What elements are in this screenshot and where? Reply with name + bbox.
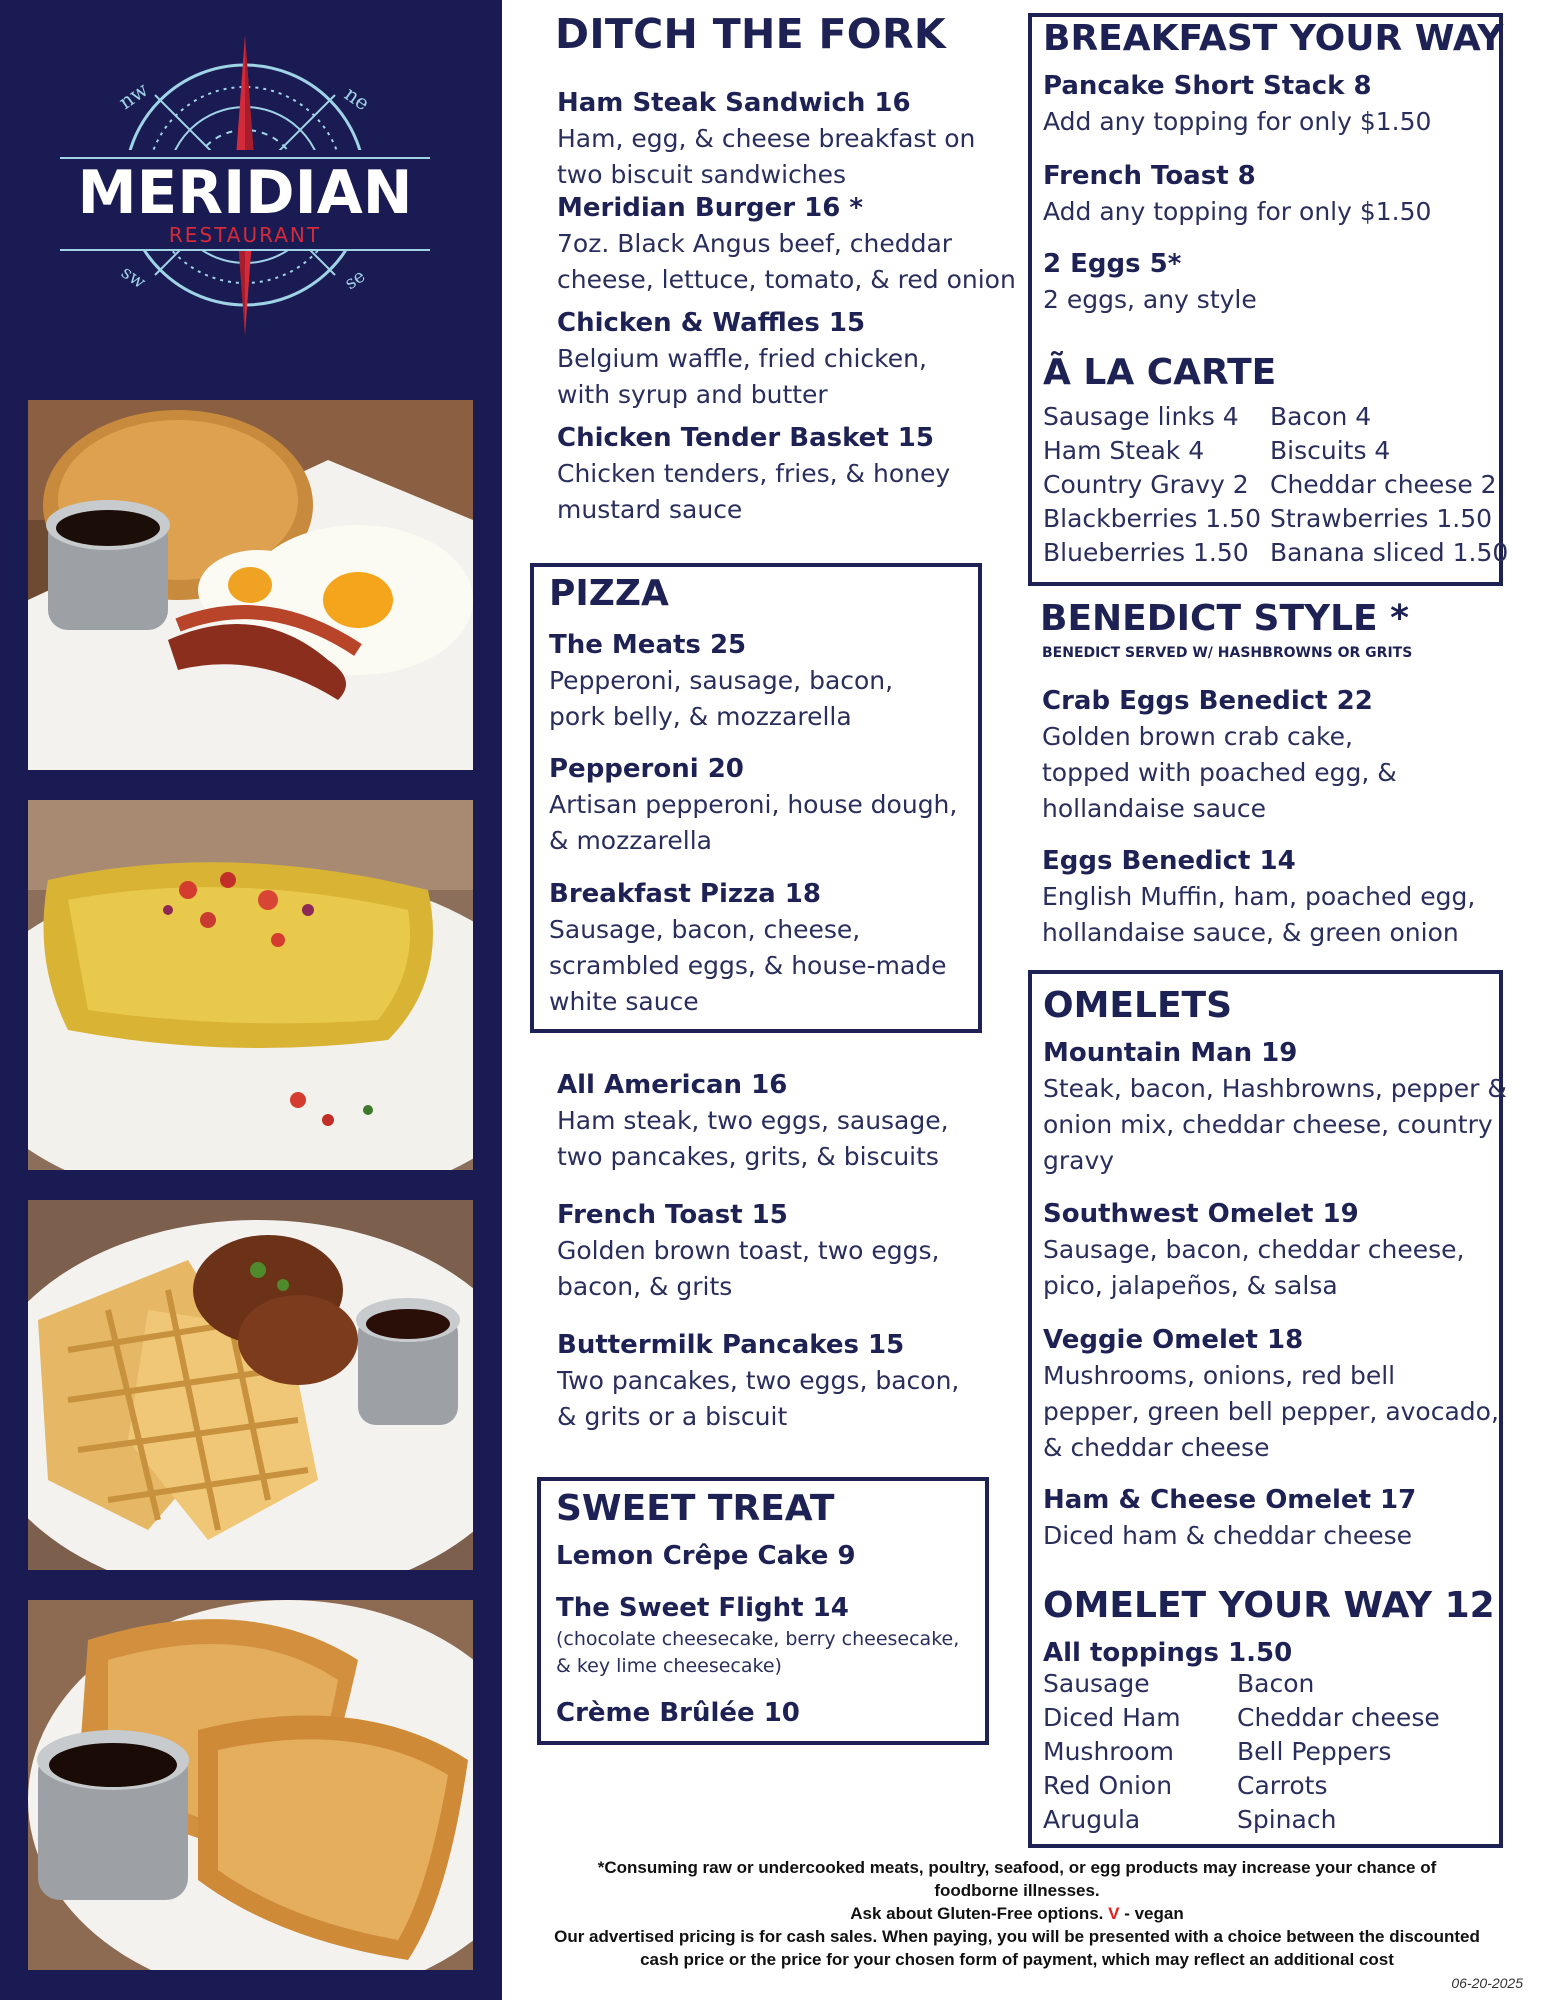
- topping-item: Bell Peppers: [1237, 1737, 1392, 1766]
- vegan-label: - vegan: [1119, 1904, 1184, 1923]
- item-desc: English Muffin, ham, poached egg,: [1042, 882, 1476, 911]
- a-la-carte-left-column: [1043, 400, 1261, 570]
- brand-subtitle: RESTAURANT: [168, 223, 322, 247]
- gluten-vegan-line: [512, 1902, 1522, 1925]
- item-name: Eggs Benedict 14: [1042, 846, 1296, 876]
- menu-item-meridian-burger: [557, 190, 1016, 298]
- pricing-notice-line1: Our advertised pricing is for cash sales. When paying, you will be presented with a choice between the discounted: [554, 1927, 1480, 1946]
- a-la-carte-item: Bacon 4: [1270, 402, 1372, 431]
- french-toast-syrup-photo: [28, 1600, 473, 1970]
- item-name: Ham Steak Sandwich 16: [557, 88, 911, 118]
- toppings-label: [1043, 1635, 1292, 1671]
- item-desc: Mushrooms, onions, red bell: [1043, 1361, 1396, 1390]
- item-name: Meridian Burger 16 *: [557, 193, 863, 223]
- item-name: All toppings 1.50: [1043, 1638, 1293, 1668]
- item-desc: pepper, green bell pepper, avocado,: [1043, 1397, 1499, 1426]
- menu-item-lemon-crepe-cake: [556, 1538, 856, 1574]
- item-desc: white sauce: [549, 987, 699, 1016]
- compass-nw: nw: [114, 77, 153, 115]
- item-desc: Two pancakes, two eggs, bacon,: [557, 1366, 960, 1395]
- french-toast-eggs-bacon-photo: [28, 400, 473, 770]
- item-desc: 2 eggs, any style: [1043, 285, 1257, 314]
- ditch-the-fork-title: DITCH THE FORK: [555, 10, 946, 58]
- item-desc: cheese, lettuce, tomato, & red onion: [557, 265, 1016, 294]
- item-desc: Golden brown crab cake,: [1042, 722, 1353, 751]
- menu-item-crab-eggs-benedict: [1042, 683, 1397, 827]
- item-name: Chicken Tender Basket 15: [557, 423, 934, 453]
- topping-item: Sausage: [1043, 1669, 1150, 1698]
- menu-item-chicken-and-waffles: [557, 305, 927, 413]
- menu-item-pancake-short-stack: [1043, 68, 1431, 140]
- menu-item-french-toast-side: [1043, 158, 1431, 230]
- item-name: Ham & Cheese Omelet 17: [1043, 1485, 1417, 1515]
- omelets-title: OMELETS: [1043, 985, 1233, 1026]
- item-desc: & grits or a biscuit: [557, 1402, 788, 1431]
- item-name: Pepperoni 20: [549, 754, 744, 784]
- brand-name: MERIDIAN: [77, 158, 413, 228]
- item-name: All American 16: [557, 1070, 788, 1100]
- item-desc: Sausage, bacon, cheese,: [549, 915, 861, 944]
- menu-item-breakfast-pizza: [549, 876, 947, 1020]
- menu-item-creme-brulee: [556, 1695, 800, 1731]
- item-desc: Ham steak, two eggs, sausage,: [557, 1106, 949, 1135]
- omelet-your-way-title: OMELET YOUR WAY 12: [1043, 1585, 1495, 1626]
- item-desc: bacon, & grits: [557, 1272, 733, 1301]
- item-name: The Sweet Flight 14: [556, 1593, 849, 1623]
- a-la-carte-item: Country Gravy 2: [1043, 470, 1249, 499]
- menu-item-all-american: [557, 1067, 949, 1175]
- item-desc: & mozzarella: [549, 826, 712, 855]
- item-desc: Golden brown toast, two eggs,: [557, 1236, 940, 1265]
- raw-food-warning-line1: *Consuming raw or undercooked meats, poultry, seafood, or egg products may increase your chance of: [597, 1858, 1437, 1877]
- menu-item-2-eggs: [1043, 246, 1257, 318]
- item-desc: onion mix, cheddar cheese, country: [1043, 1110, 1493, 1139]
- a-la-carte-title: Ã LA CARTE: [1043, 352, 1277, 393]
- a-la-carte-item: Ham Steak 4: [1043, 436, 1205, 465]
- menu-item-french-toast-plate: [557, 1197, 940, 1305]
- a-la-carte-item: Biscuits 4: [1270, 436, 1391, 465]
- item-desc: Add any topping for only $1.50: [1043, 107, 1432, 136]
- item-desc: scrambled eggs, & house-made: [549, 951, 947, 980]
- item-name: The Meats 25: [549, 630, 747, 660]
- item-desc: 7oz. Black Angus beef, cheddar: [557, 229, 953, 258]
- raw-food-warning-line2: foodborne illnesses.: [934, 1881, 1100, 1900]
- omelet-photo: [28, 800, 473, 1170]
- meridian-compass-logo: [60, 35, 430, 375]
- item-desc: topped with poached egg, &: [1042, 758, 1397, 787]
- a-la-carte-item: Strawberries 1.50: [1270, 504, 1493, 533]
- item-desc: Chicken tenders, fries, & honey: [557, 459, 951, 488]
- topping-item: Spinach: [1237, 1805, 1337, 1834]
- gluten-free-note: Ask about Gluten-Free options.: [850, 1904, 1104, 1923]
- topping-item: Carrots: [1237, 1771, 1328, 1800]
- item-desc: hollandaise sauce, & green onion: [1042, 918, 1459, 947]
- item-desc: two pancakes, grits, & biscuits: [557, 1142, 939, 1171]
- item-desc: Diced ham & cheddar cheese: [1043, 1521, 1413, 1550]
- pricing-notice-line2: cash price or the price for your chosen form of payment, which may reflect an additional cost: [640, 1950, 1394, 1969]
- item-name: Pancake Short Stack 8: [1043, 71, 1372, 101]
- item-name: 2 Eggs 5*: [1043, 249, 1182, 279]
- item-desc: mustard sauce: [557, 495, 743, 524]
- compass-se: se: [340, 265, 370, 295]
- benedict-title: BENEDICT STYLE *: [1040, 598, 1409, 639]
- item-desc: pico, jalapeños, & salsa: [1043, 1271, 1338, 1300]
- menu-item-the-meats: [549, 627, 893, 735]
- vegan-mark: V: [1108, 1904, 1120, 1923]
- menu-item-mountain-man: [1043, 1035, 1507, 1179]
- item-desc: Ham, egg, & cheese breakfast on: [557, 124, 976, 153]
- topping-item: Red Onion: [1043, 1771, 1173, 1800]
- item-desc: with syrup and butter: [557, 380, 828, 409]
- a-la-carte-item: Blueberries 1.50: [1043, 538, 1249, 567]
- sweet-treat-title: SWEET TREAT: [556, 1488, 835, 1529]
- item-desc: pork belly, & mozzarella: [549, 702, 852, 731]
- item-name: Crème Brûlée 10: [556, 1698, 800, 1728]
- item-name: Buttermilk Pancakes 15: [557, 1330, 905, 1360]
- item-desc: two biscuit sandwiches: [557, 160, 847, 189]
- menu-item-buttermilk-pancakes: [557, 1327, 959, 1435]
- menu-item-sweet-flight: [556, 1590, 959, 1680]
- breakfast-your-way-title: BREAKFAST YOUR WAY: [1043, 18, 1504, 59]
- item-name: Lemon Crêpe Cake 9: [556, 1541, 856, 1571]
- item-desc: Belgium waffle, fried chicken,: [557, 344, 927, 373]
- toppings-right-column: [1237, 1667, 1440, 1837]
- menu-item-eggs-benedict: [1042, 843, 1475, 951]
- item-desc: & cheddar cheese: [1043, 1433, 1270, 1462]
- benedict-subtitle: BENEDICT SERVED W/ HASHBROWNS OR GRITS: [1042, 645, 1413, 661]
- topping-item: Diced Ham: [1043, 1703, 1181, 1732]
- menu-item-ham-steak-sandwich: [557, 85, 975, 193]
- menu-item-southwest-omelet: [1043, 1196, 1464, 1304]
- topping-item: Bacon: [1237, 1669, 1315, 1698]
- item-name: Southwest Omelet 19: [1043, 1199, 1359, 1229]
- item-name: Mountain Man 19: [1043, 1038, 1298, 1068]
- a-la-carte-item: Blackberries 1.50: [1043, 504, 1261, 533]
- topping-item: Mushroom: [1043, 1737, 1174, 1766]
- item-desc: Sausage, bacon, cheddar cheese,: [1043, 1235, 1465, 1264]
- a-la-carte-item: Cheddar cheese 2: [1270, 470, 1497, 499]
- item-desc: Artisan pepperoni, house dough,: [549, 790, 958, 819]
- item-desc: Steak, bacon, Hashbrowns, pepper &: [1043, 1074, 1507, 1103]
- menu-item-ham-cheese-omelet: [1043, 1482, 1416, 1554]
- a-la-carte-item: Sausage links 4: [1043, 402, 1239, 431]
- menu-item-chicken-tender-basket: [557, 420, 950, 528]
- pizza-title: PIZZA: [549, 573, 669, 614]
- item-note: (chocolate cheesecake, berry cheesecake,: [556, 1628, 960, 1650]
- item-name: French Toast 15: [557, 1200, 788, 1230]
- a-la-carte-item: Banana sliced 1.50: [1270, 538, 1509, 567]
- item-name: Crab Eggs Benedict 22: [1042, 686, 1373, 716]
- compass-ne: ne: [340, 81, 375, 116]
- menu-date: 06-20-2025: [1451, 1975, 1523, 1991]
- item-desc: gravy: [1043, 1146, 1115, 1175]
- topping-item: Arugula: [1043, 1805, 1141, 1834]
- item-name: French Toast 8: [1043, 161, 1256, 191]
- a-la-carte-right-column: [1270, 400, 1508, 570]
- compass-sw: sw: [117, 261, 150, 294]
- item-desc: hollandaise sauce: [1042, 794, 1266, 823]
- item-desc: Add any topping for only $1.50: [1043, 197, 1432, 226]
- toppings-left-column: [1043, 1667, 1181, 1837]
- sidebar-panel: [0, 0, 502, 2000]
- menu-item-pepperoni: [549, 751, 957, 859]
- item-name: Chicken & Waffles 15: [557, 308, 866, 338]
- menu-item-veggie-omelet: [1043, 1322, 1499, 1466]
- footer-disclaimer: [512, 1856, 1522, 1971]
- chicken-and-waffles-photo: [28, 1200, 473, 1570]
- topping-item: Cheddar cheese: [1237, 1703, 1440, 1732]
- item-name: Veggie Omelet 18: [1043, 1325, 1304, 1355]
- item-desc: Pepperoni, sausage, bacon,: [549, 666, 894, 695]
- item-note: & key lime cheesecake): [556, 1655, 782, 1677]
- item-name: Breakfast Pizza 18: [549, 879, 821, 909]
